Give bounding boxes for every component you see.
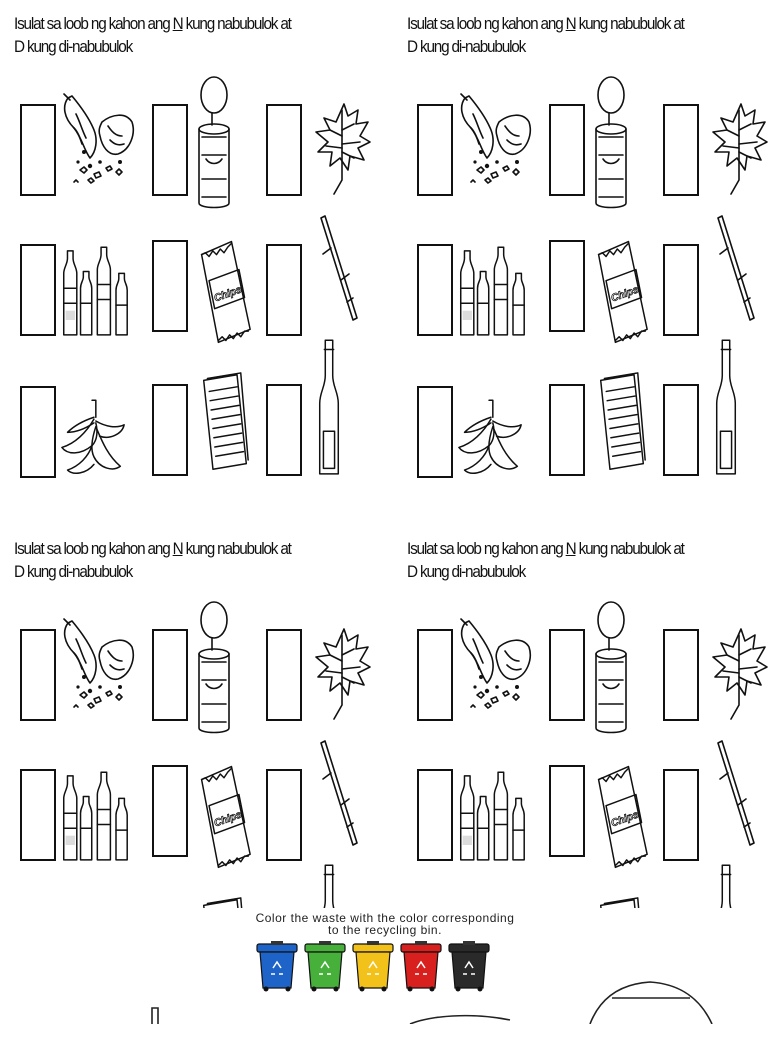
svg-text:Chips: Chips [212,284,244,305]
stick-icon [312,214,366,324]
instruction-text: Isulat sa loob ng kahon ang [407,539,566,558]
recycling-bins [255,940,495,992]
worksheet-instruction [407,12,736,58]
answer-box[interactable] [549,104,585,196]
answer-box[interactable] [549,629,585,721]
instruction-line1 [407,12,736,35]
chips-bag-icon [593,236,649,346]
instruction-line2: D kung di-nabubulok [14,562,133,581]
answer-box[interactable] [20,769,56,861]
answer-box[interactable] [266,769,302,861]
glass-bottle-icon [713,334,739,482]
answer-box[interactable] [152,384,188,476]
instruction-line1 [407,537,744,560]
instruction-text: Isulat sa loob ng kahon ang [14,14,173,33]
chips-bag-icon [196,236,252,346]
svg-text:Chips: Chips [609,284,641,305]
answer-box[interactable] [417,386,453,478]
answer-box[interactable] [417,104,453,196]
answer-box[interactable] [663,629,699,721]
answer-box[interactable] [417,244,453,336]
yellow-bin-icon [351,940,395,992]
paper-sheets-icon [200,368,250,476]
rotten-fruit-scraps-icon [60,92,136,188]
stick-icon [312,739,366,849]
answer-box[interactable] [152,629,188,721]
answer-box[interactable] [266,104,302,196]
tin-can-icon [194,599,234,741]
answer-box[interactable] [549,240,585,332]
answer-box[interactable] [152,104,188,196]
answer-box[interactable] [663,104,699,196]
instruction-text: kung nabubulok at [182,539,291,558]
instruction-n-key: N [565,14,576,33]
answer-box[interactable] [20,629,56,721]
instruction-text: kung nabubulok at [575,14,684,33]
recycling-instruction-line2: to the recycling bin. [328,923,442,937]
instruction-n-key: N [565,539,576,558]
plastic-bottles-icon [457,769,541,865]
chips-bag-icon [593,761,649,871]
worksheet-instruction [14,12,351,58]
tin-can-icon [591,599,631,741]
plastic-bottles-icon [457,244,541,340]
answer-box[interactable] [549,765,585,857]
instruction-line2: D kung di-nabubulok [407,562,526,581]
banana-peel-icon [60,398,126,478]
answer-box[interactable] [266,244,302,336]
dry-leaf-icon [314,625,370,721]
stick-icon [709,739,763,849]
stick-icon [709,214,763,324]
svg-text:Chips: Chips [212,809,244,830]
dry-leaf-icon [711,100,767,196]
worksheet-instruction [14,537,351,583]
answer-box[interactable] [417,629,453,721]
instruction-text: Isulat sa loob ng kahon ang [407,14,566,33]
instruction-line2: D kung di-nabubulok [14,37,133,56]
plastic-bottles-icon [60,769,144,865]
dry-leaf-icon [314,100,370,196]
instruction-text: kung nabubulok at [182,14,291,33]
glass-bottle-icon [316,334,342,482]
tin-can-icon [591,74,631,216]
answer-box[interactable] [549,384,585,476]
tin-can-icon [194,74,234,216]
rotten-fruit-scraps-icon [457,617,533,713]
banana-peel-icon [457,398,523,478]
answer-box[interactable] [20,386,56,478]
black-bin-icon [447,940,491,992]
answer-box[interactable] [663,384,699,476]
answer-box[interactable] [152,240,188,332]
instruction-text: kung nabubulok at [575,539,684,558]
instruction-line1 [14,12,351,35]
rotten-fruit-scraps-icon [457,92,533,188]
worksheet-1 [0,12,384,512]
answer-box[interactable] [663,769,699,861]
instruction-n-key: N [172,14,183,33]
instruction-line2: D kung di-nabubulok [407,37,526,56]
blue-bin-icon [255,940,299,992]
answer-box[interactable] [663,244,699,336]
answer-box[interactable] [417,769,453,861]
answer-box[interactable] [266,384,302,476]
plastic-bottles-icon [60,244,144,340]
rotten-fruit-scraps-icon [60,617,136,713]
paper-sheets-icon [597,368,647,476]
recycling-instruction [180,912,590,936]
svg-text:Chips: Chips [609,809,641,830]
dry-leaf-icon [711,625,767,721]
instruction-text: Isulat sa loob ng kahon ang [14,539,173,558]
green-bin-icon [303,940,347,992]
instruction-n-key: N [172,539,183,558]
chips-bag-icon [196,761,252,871]
answer-box[interactable] [266,629,302,721]
answer-box[interactable] [152,765,188,857]
answer-box[interactable] [20,104,56,196]
instruction-line1 [14,537,351,560]
worksheet-2 [393,12,768,512]
answer-box[interactable] [20,244,56,336]
recycling-instruction-line1: Color the waste with the color corresponding [255,911,515,925]
red-bin-icon [399,940,443,992]
worksheet-instruction [407,537,744,583]
